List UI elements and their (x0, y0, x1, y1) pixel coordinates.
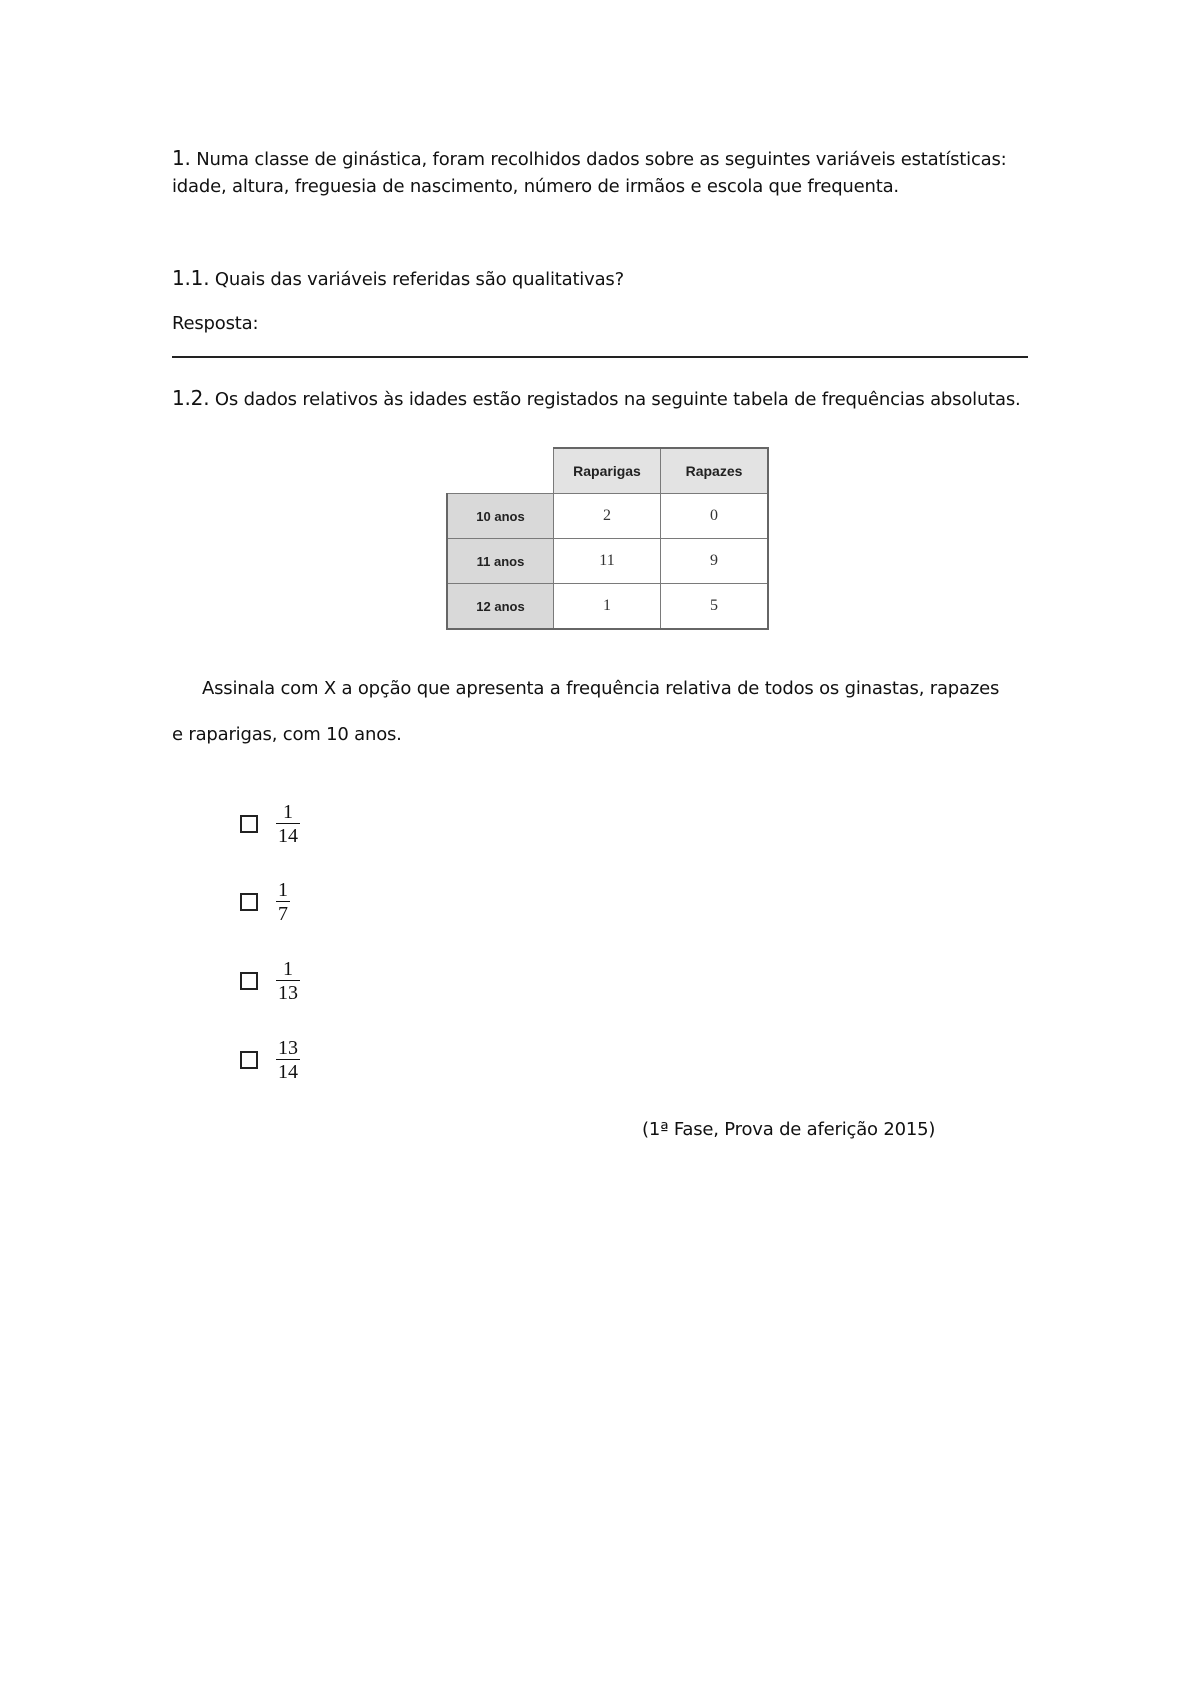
fraction-numerator: 1 (278, 879, 288, 901)
question-1-1-number: 1.1. (172, 266, 210, 290)
table-cell: 9 (661, 539, 769, 584)
question-1-text: Numa classe de ginástica, foram recolhidos dados sobre as seguintes variáveis estatísticas: (196, 149, 1007, 170)
option-checkbox[interactable] (240, 893, 258, 911)
row-header-12-anos: 12 anos (447, 584, 554, 630)
instruction-line1: Assinala com X a opção que apresenta a frequência relativa de todos os ginastas, rapazes (202, 678, 1000, 699)
option-checkbox[interactable] (240, 1051, 258, 1069)
option-fraction (276, 880, 290, 924)
question-1-2-text: Os dados relativos às idades estão registados na seguinte tabela de frequências absolutas. (214, 389, 1021, 410)
question-1-2-number: 1.2. (172, 386, 210, 410)
table-cell: 0 (661, 494, 769, 539)
question-1-1 (172, 264, 624, 294)
row-header-10-anos: 10 anos (447, 494, 554, 539)
table-cell: 11 (554, 539, 661, 584)
source-citation: (1ª Fase, Prova de aferição 2015) (642, 1119, 936, 1140)
fraction-denominator: 7 (278, 903, 288, 925)
fraction-numerator: 13 (278, 1037, 298, 1059)
option-checkbox[interactable] (240, 972, 258, 990)
question-1-number: 1. (172, 146, 191, 170)
answer-label: Resposta: (172, 313, 259, 334)
fraction-numerator: 1 (283, 801, 293, 823)
option-1-13 (240, 956, 300, 1006)
question-1-line1 (172, 144, 1007, 174)
option-fraction (276, 1038, 300, 1082)
fraction-denominator: 13 (278, 982, 298, 1004)
table-row (447, 539, 768, 584)
option-1-7 (240, 877, 290, 927)
question-1-1-text: Quais das variáveis referidas são qualitativas? (214, 269, 624, 290)
option-13-14 (240, 1035, 300, 1085)
column-header-raparigas: Raparigas (554, 448, 661, 494)
option-fraction (276, 959, 300, 1003)
fraction-numerator: 1 (283, 958, 293, 980)
frequency-table (446, 447, 769, 630)
question-1-line2: idade, altura, freguesia de nascimento, número de irmãos e escola que frequenta. (172, 176, 899, 197)
table-row (447, 584, 768, 630)
table-cell: 5 (661, 584, 769, 630)
option-fraction (276, 802, 300, 846)
table-corner-cell (447, 448, 554, 494)
column-header-rapazes: Rapazes (661, 448, 769, 494)
table-header-row (447, 448, 768, 494)
table-row (447, 494, 768, 539)
table-cell: 2 (554, 494, 661, 539)
question-1-2 (172, 384, 1021, 414)
instruction-line2: e raparigas, com 10 anos. (172, 724, 402, 745)
fraction-denominator: 14 (278, 825, 298, 847)
answer-line[interactable] (172, 356, 1028, 358)
option-1-14 (240, 799, 300, 849)
fraction-denominator: 14 (278, 1061, 298, 1083)
table-cell: 1 (554, 584, 661, 630)
option-checkbox[interactable] (240, 815, 258, 833)
row-header-11-anos: 11 anos (447, 539, 554, 584)
